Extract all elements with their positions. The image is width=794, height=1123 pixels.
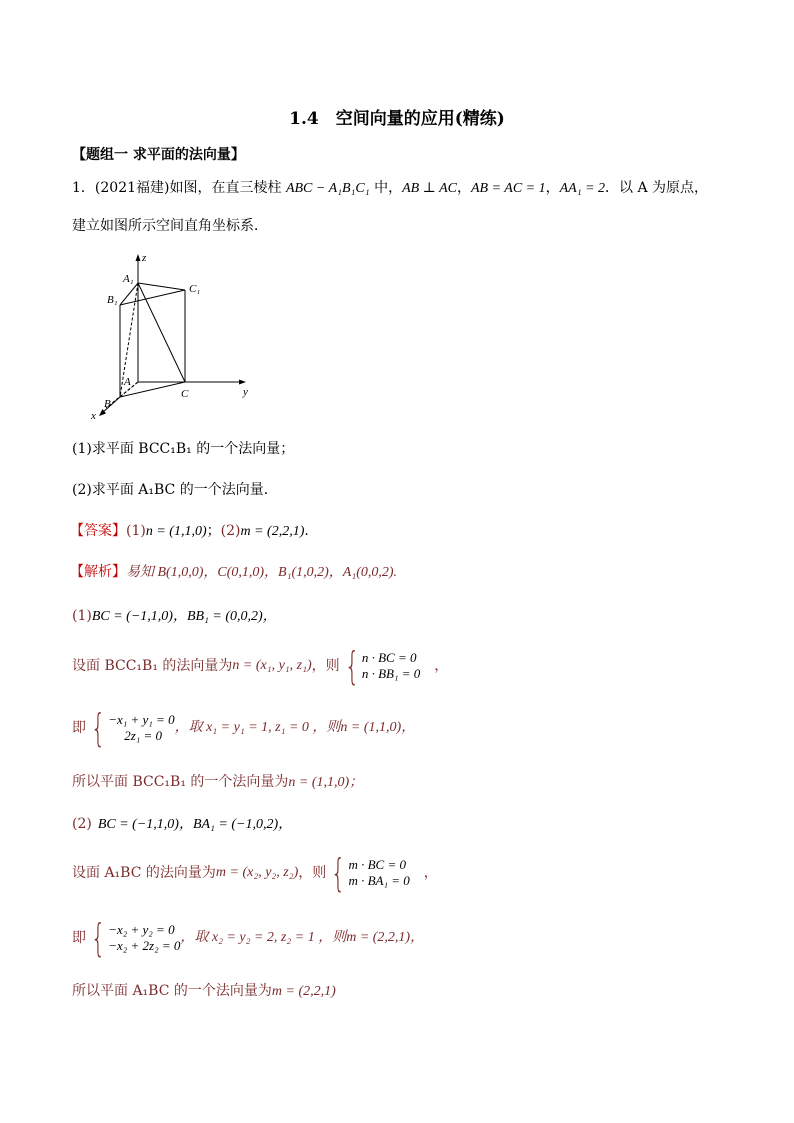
step2-conclusion: 所以平面 A₁BC 的一个法向量为m = (2,2,1)	[72, 983, 336, 999]
analysis-tag: 【解析】	[70, 564, 126, 580]
analysis-intro: 易知 B(1,0,0)，C(0,1,0)，B₁(1,0,2)，A₁(0,0,2).	[126, 565, 398, 580]
step1-vectors: BC = (−1,1,0)，BB₁ = (0,0,2)，	[91, 609, 277, 624]
step2-result: m = (2,2,1)，	[346, 930, 425, 945]
step2-vectors-line: (2) BC = (−1,1,0)，BA₁ = (−1,0,2)，	[72, 816, 293, 832]
problem-line-2: 建立如图所示空间直角坐标系．	[72, 218, 268, 234]
edge-A1C1	[138, 283, 185, 290]
answer-m: m = (2,2,1)	[240, 524, 305, 539]
step2-normal-m: m = (x₂, y₂, z₂)	[215, 865, 299, 880]
label-B1: B₁	[107, 294, 118, 306]
problem-text-c: ．以 A 为原点，	[605, 180, 709, 196]
question-1: (1)求平面 BCC₁B₁ 的一个法向量；	[72, 441, 295, 457]
label-y: y	[243, 386, 248, 398]
answer-line: 【答案】(1)n = (1,1,0)；(2)m = (2,2,1).	[70, 523, 309, 539]
z-axis-arrow	[136, 254, 141, 261]
condition-perpendicular: AB ⊥ AC	[402, 181, 457, 196]
question-2: (2)求平面 A₁BC 的一个法向量．	[72, 482, 278, 498]
edge-A1C	[138, 283, 185, 382]
step1-normal-n: n = (x₁, y₁, z₁)	[232, 658, 312, 673]
label-C1: C₁	[189, 283, 201, 295]
step2-vectors: BC = (−1,1,0)，BA₁ = (−1,0,2)，	[97, 817, 293, 832]
label-A: A	[124, 376, 131, 388]
label-B: B	[104, 398, 111, 410]
analysis-line	[70, 562, 397, 583]
step2-equation-system: { −x₂ + y₂ = 0 −x₂ + 2z₂ = 0	[90, 916, 181, 960]
condition-height: AA₁ = 2	[559, 181, 606, 196]
step1-equations-line: 即 { −x₁ + y₁ = 0 2z₁ = 0 ，取 x₁ = y₁ = 1, z₁ = 0 ，则 n = (1,1,0)，	[72, 706, 416, 750]
problem-text-b: 中，	[369, 180, 403, 196]
step1-equation-system: { −x₁ + y₁ = 0 2z₁ = 0	[90, 706, 175, 750]
step2-equations-line: 即 { −x₂ + y₂ = 0 −x₂ + 2z₂ = 0 ，取 x₂ = y₂ = 2, z₂ = 1 ，则 m = (2,2,1)，	[72, 916, 425, 960]
step2-setup-line: 设面 A₁BC 的法向量为 m = (x₂, y₂, z₂) ，则 { m · BC = 0 m · BA₁ = 0 ，	[72, 851, 438, 895]
problem-number: 1．	[72, 180, 95, 196]
step1-result: n = (1,1,0)，	[340, 720, 416, 735]
page-title: 1.4 空间向量的应用(精练)	[289, 109, 505, 129]
group-header: 【题组一 求平面的法向量】	[72, 147, 245, 163]
label-C: C	[181, 388, 189, 400]
answer-n: n = (1,1,0)	[145, 524, 207, 539]
edge-B1C1	[120, 290, 185, 305]
prism-name: ABC − A₁B₁C₁	[285, 181, 370, 196]
step1-conclusion: 所以平面 BCC₁B₁ 的一个法向量为n = (1,1,0)；	[72, 774, 364, 790]
answer-tag: 【答案】	[70, 523, 126, 539]
problem-line-1: 1．(2021福建)如图，在直三棱柱 ABC − A₁B₁C₁ 中，AB ⊥ AC，AB = AC = 1，AA₁ = 2．以 A 为原点，	[72, 180, 709, 196]
condition-lengths: AB = AC = 1	[470, 181, 546, 196]
label-z: z	[142, 252, 147, 264]
label-x: x	[91, 410, 96, 422]
step1-setup-line: 设面 BCC₁B₁ 的法向量为 n = (x₁, y₁, z₁) ，则 { n · BC = 0 n · BB₁ = 0 ，	[72, 644, 449, 688]
label-A1: A₁	[123, 273, 134, 285]
step1-vectors-line: (1)BC = (−1,1,0)，BB₁ = (0,0,2)，	[72, 608, 277, 624]
prism-figure	[88, 250, 263, 422]
y-axis-arrow	[239, 380, 246, 385]
problem-text-a: 如图，在直三棱柱	[169, 180, 286, 196]
step1-dot-system: { n · BC = 0 n · BB₁ = 0	[344, 644, 421, 688]
step2-dot-system: { m · BC = 0 m · BA₁ = 0	[331, 851, 410, 895]
problem-source: (2021福建)	[94, 180, 170, 196]
